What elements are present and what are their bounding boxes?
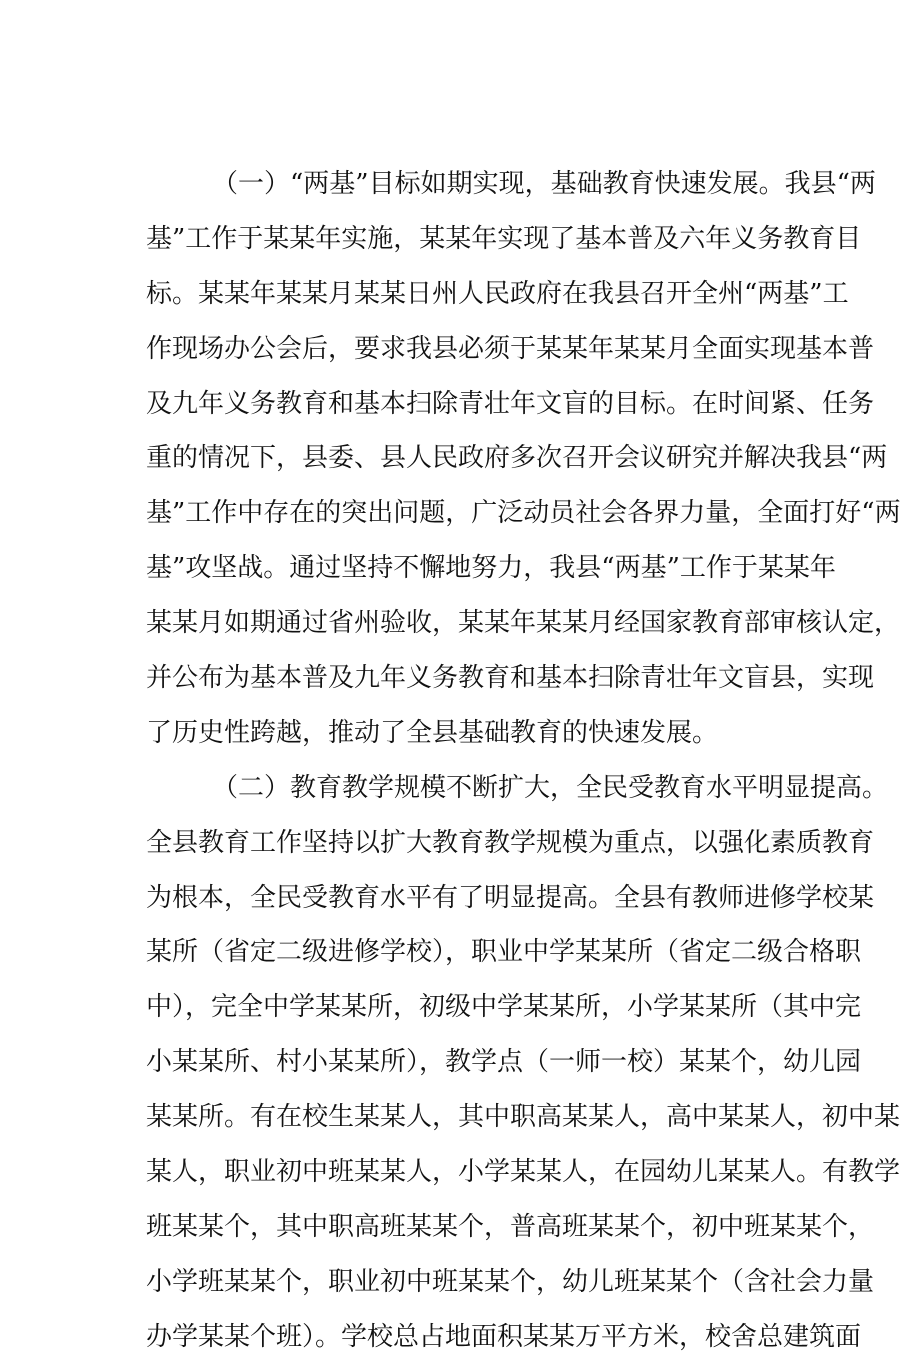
paragraph-line: 作现场办公会后，要求我县必须于某某年某某月全面实现基本普 [146, 333, 875, 364]
paragraph-line: 某某所。有在校生某某人，其中职高某某人，高中某某人，初中某 [146, 1102, 901, 1133]
paragraph-2 [146, 761, 901, 1365]
paragraph-line: 了历史性跨越，推动了全县基础教育的快速发展。 [146, 717, 719, 748]
paragraph-line: 基”工作于某某年实施，某某年实现了基本普及六年义务教育目 [146, 223, 862, 254]
body-text [146, 157, 901, 1365]
paragraph-line: 某所（省定二级进修学校），职业中学某某所（省定二级合格职 [146, 937, 862, 968]
paragraph-line: 某某月如期通过省州验收，某某年某某月经国家教育部审核认定， [146, 608, 901, 639]
paragraph-line: 某人，职业初中班某某人，小学某某人，在园幼儿某某人。有教学 [146, 1157, 901, 1188]
paragraph-line: 中），完全中学某某所，初级中学某某所，小学某某所（其中完 [146, 992, 862, 1023]
paragraph-line: 重的情况下，县委、县人民政府多次召开会议研究并解决我县“两 [146, 443, 888, 474]
paragraph-line: 及九年义务教育和基本扫除青壮年文盲的目标。在时间紧、任务 [146, 388, 875, 419]
paragraph-line: 全县教育工作坚持以扩大教育教学规模为重点，以强化素质教育 [146, 827, 875, 858]
paragraph-line: 并公布为基本普及九年义务教育和基本扫除青壮年文盲县，实现 [146, 663, 875, 694]
paragraph-line: （二）教育教学规模不断扩大，全民受教育水平明显提高。 [212, 772, 889, 803]
paragraph-line: 小学班某某个，职业初中班某某个，幼儿班某某个（含社会力量 [146, 1266, 875, 1297]
paragraph-line: 基”攻坚战。通过坚持不懈地努力，我县“两基”工作于某某年 [146, 553, 836, 584]
paragraph-line: 基”工作中存在的突出问题，广泛动员社会各界力量，全面打好“两 [146, 498, 901, 529]
paragraph-line: 办学某某个班）。学校总占地面积某某万平方米，校舍总建筑面 [146, 1321, 862, 1352]
paragraph-line: 为根本，全民受教育水平有了明显提高。全县有教师进修学校某 [146, 882, 875, 913]
paragraph-1 [146, 157, 901, 761]
paragraph-line: 标。某某年某某月某某日州人民政府在我县召开全州“两基”工 [146, 278, 849, 309]
paragraph-line: 班某某个，其中职高班某某个，普高班某某个，初中班某某个， [146, 1211, 875, 1242]
paragraph-line: （一）“两基”目标如期实现，基础教育快速发展。我县“两 [212, 169, 876, 199]
paragraph-line: 小某某所、村小某某所），教学点（一师一校）某某个，幼儿园 [146, 1047, 862, 1078]
